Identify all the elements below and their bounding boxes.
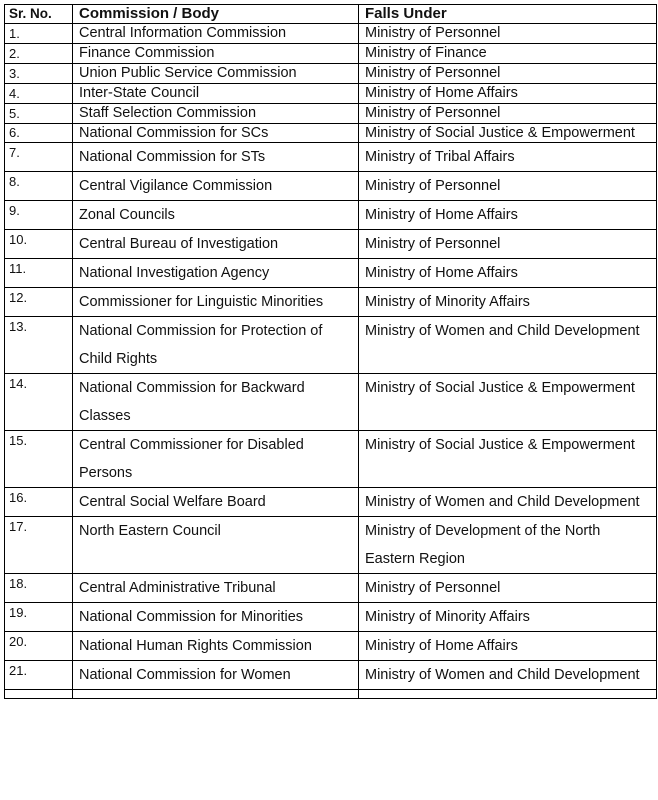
sr-no-cell: 4.: [5, 84, 73, 104]
falls-under-cell: Ministry of Social Justice & Empowerment: [359, 374, 657, 431]
table-row: [5, 201, 657, 230]
sr-no-cell: 2.: [5, 44, 73, 64]
sr-no-cell: 9.: [5, 201, 73, 230]
falls-under-cell: Ministry of Minority Affairs: [359, 288, 657, 317]
table-row: [5, 259, 657, 288]
sr-no-cell: 13.: [5, 317, 73, 374]
sr-no-cell: 21.: [5, 661, 73, 690]
body-cell: Inter-State Council: [73, 84, 359, 104]
falls-under-cell: Ministry of Tribal Affairs: [359, 143, 657, 172]
body-cell: Central Vigilance Commission: [73, 172, 359, 201]
falls-under-cell: Ministry of Personnel: [359, 574, 657, 603]
falls-under-cell: Ministry of Personnel: [359, 104, 657, 124]
body-cell: North Eastern Council: [73, 517, 359, 574]
sr-no-cell: 18.: [5, 574, 73, 603]
falls-under-cell: Ministry of Women and Child Development: [359, 317, 657, 374]
header-falls-under: Falls Under: [359, 5, 657, 24]
falls-under-cell: Ministry of Home Affairs: [359, 259, 657, 288]
sr-no-cell: 12.: [5, 288, 73, 317]
body-cell: Zonal Councils: [73, 201, 359, 230]
table-row: [5, 24, 657, 44]
body-cell: National Commission for SCs: [73, 124, 359, 143]
body-cell: National Commission for Protection of Child Rights: [73, 317, 359, 374]
table-row: [5, 288, 657, 317]
body-cell: Union Public Service Commission: [73, 64, 359, 84]
table-row: [5, 84, 657, 104]
falls-under-cell: Ministry of Personnel: [359, 172, 657, 201]
header-sr-no: Sr. No.: [5, 5, 73, 24]
body-cell: National Commission for Women: [73, 661, 359, 690]
body-cell: Commissioner for Linguistic Minorities: [73, 288, 359, 317]
sr-no-cell: 16.: [5, 488, 73, 517]
table-row: [5, 374, 657, 431]
table-row: [5, 64, 657, 84]
sr-no-cell: 5.: [5, 104, 73, 124]
table-row: [5, 317, 657, 374]
table-row-cut-off: [5, 690, 657, 699]
falls-under-cell: Ministry of Social Justice & Empowerment: [359, 124, 657, 143]
sr-no-cell: 14.: [5, 374, 73, 431]
body-cell: Central Commissioner for Disabled Persons: [73, 431, 359, 488]
body-cell: National Human Rights Commission: [73, 632, 359, 661]
table-row: [5, 172, 657, 201]
sr-no-cell: 6.: [5, 124, 73, 143]
body-cell: National Investigation Agency: [73, 259, 359, 288]
header-commission-body: Commission / Body: [73, 5, 359, 24]
falls-under-cell: Ministry of Home Affairs: [359, 632, 657, 661]
sr-no-cell: 1.: [5, 24, 73, 44]
sr-no-cell: 7.: [5, 143, 73, 172]
falls-under-cell: Ministry of Personnel: [359, 24, 657, 44]
sr-no-cell: 15.: [5, 431, 73, 488]
table-row: [5, 488, 657, 517]
table-row: [5, 104, 657, 124]
sr-no-cell: 11.: [5, 259, 73, 288]
body-cell: Central Social Welfare Board: [73, 488, 359, 517]
falls-under-cell: Ministry of Home Affairs: [359, 201, 657, 230]
sr-no-cell: 19.: [5, 603, 73, 632]
commissions-table: [4, 4, 657, 699]
falls-under-cell: Ministry of Finance: [359, 44, 657, 64]
body-cell: Central Information Commission: [73, 24, 359, 44]
body-cell: Central Bureau of Investigation: [73, 230, 359, 259]
falls-under-cell: Ministry of Personnel: [359, 64, 657, 84]
falls-under-cell: Ministry of Personnel: [359, 230, 657, 259]
sr-no-cell: 8.: [5, 172, 73, 201]
falls-under-cell: Ministry of Women and Child Development: [359, 488, 657, 517]
sr-no-cell: 17.: [5, 517, 73, 574]
falls-under-cell: Ministry of Minority Affairs: [359, 603, 657, 632]
body-cell: Finance Commission: [73, 44, 359, 64]
table-row: [5, 574, 657, 603]
body-cell: Staff Selection Commission: [73, 104, 359, 124]
falls-under-cell: Ministry of Women and Child Development: [359, 661, 657, 690]
table-row: [5, 143, 657, 172]
falls-under-cell: Ministry of Development of the North Eastern Region: [359, 517, 657, 574]
table-row: [5, 603, 657, 632]
body-cell: National Commission for Minorities: [73, 603, 359, 632]
table-row: [5, 44, 657, 64]
falls-under-cell: Ministry of Social Justice & Empowerment: [359, 431, 657, 488]
body-cell: Central Administrative Tribunal: [73, 574, 359, 603]
table-row: [5, 517, 657, 574]
sr-no-cell: 10.: [5, 230, 73, 259]
body-cell: National Commission for STs: [73, 143, 359, 172]
table-row: [5, 230, 657, 259]
table-row: [5, 124, 657, 143]
sr-no-cell: 3.: [5, 64, 73, 84]
body-cell: National Commission for Backward Classes: [73, 374, 359, 431]
table-row: [5, 661, 657, 690]
header-row: [5, 5, 657, 24]
table-row: [5, 632, 657, 661]
sr-no-cell: 20.: [5, 632, 73, 661]
falls-under-cell: Ministry of Home Affairs: [359, 84, 657, 104]
table-row: [5, 431, 657, 488]
